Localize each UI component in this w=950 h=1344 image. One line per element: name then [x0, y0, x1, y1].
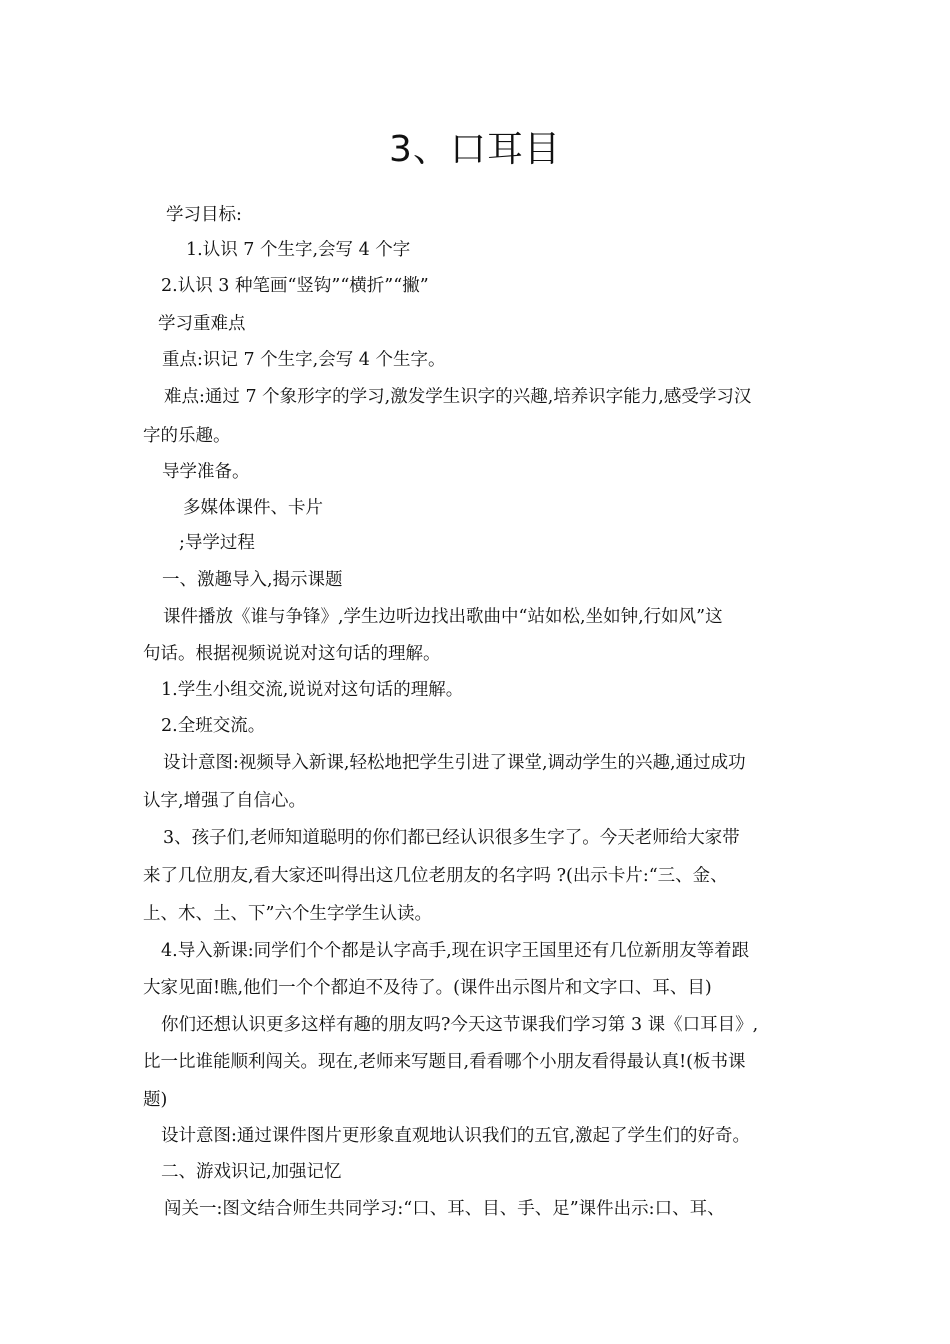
text-line: 4.导入新课:同学们个个都是认字高手,现在识字王国里还有几位新朋友等着跟	[161, 941, 750, 961]
text-line: 比一比谁能顺利闯关。现在,老师来写题目,看看哪个小朋友看得最认真!(板书课	[143, 1052, 746, 1072]
text-line: 学习目标:	[166, 205, 242, 225]
text-line: 课件播放《谁与争锋》,学生边听边找出歌曲中“站如松,坐如钟,行如风”这	[163, 607, 723, 627]
text-line: 你们还想认识更多这样有趣的朋友吗?今天这节课我们学习第 3 课《口耳目》,	[161, 1015, 759, 1035]
text-line: 题)	[143, 1090, 168, 1110]
text-line: 设计意图:视频导入新课,轻松地把学生引进了课堂,调动学生的兴趣,通过成功	[163, 753, 746, 773]
text-line: 认字,增强了自信心。	[143, 791, 307, 811]
text-line: 大家见面!瞧,他们一个个都迫不及待了。(课件出示图片和文字口、耳、目)	[143, 978, 712, 998]
text-line: 1.认识 7 个生字,会写 4 个字	[186, 240, 411, 260]
text-line: 多媒体课件、卡片	[183, 498, 323, 518]
text-line: 闯关一:图文结合师生共同学习:“口、耳、目、手、足”课件出示:口、耳、	[164, 1199, 725, 1219]
text-line: 导学准备。	[162, 462, 250, 482]
text-line: 一、激趣导入,揭示课题	[162, 570, 343, 590]
text-line: 来了几位朋友,看大家还叫得出这几位老朋友的名字吗 ?(出示卡片:“三、金、	[143, 866, 728, 886]
text-line: 字的乐趣。	[143, 426, 231, 446]
text-line: 句话。根据视频说说对这句话的理解。	[143, 644, 441, 664]
text-line: 1.学生小组交流,说说对这句话的理解。	[161, 680, 464, 700]
text-line: 二、游戏识记,加强记忆	[161, 1162, 342, 1182]
text-line: 3、孩子们,老师知道聪明的你们都已经认识很多生字了。今天老师给大家带	[163, 828, 740, 848]
text-line: 难点:通过 7 个象形字的学习,激发学生识字的兴趣,培养识字能力,感受学习汉	[164, 387, 752, 407]
text-line: 2.全班交流。	[161, 716, 266, 736]
text-line: 设计意图:通过课件图片更形象直观地认识我们的五官,激起了学生们的好奇。	[161, 1126, 750, 1146]
text-line: 2.认识 3 种笔画“竖钩”“横折”“撇”	[161, 276, 429, 296]
text-line: 学习重难点	[158, 314, 246, 334]
page-title: 3、口耳目	[389, 129, 561, 170]
text-line: 重点:识记 7 个生字,会写 4 个生字。	[162, 350, 446, 370]
text-line: 上、木、土、下”六个生字学生认读。	[143, 904, 432, 924]
text-line: ;导学过程	[179, 533, 255, 553]
